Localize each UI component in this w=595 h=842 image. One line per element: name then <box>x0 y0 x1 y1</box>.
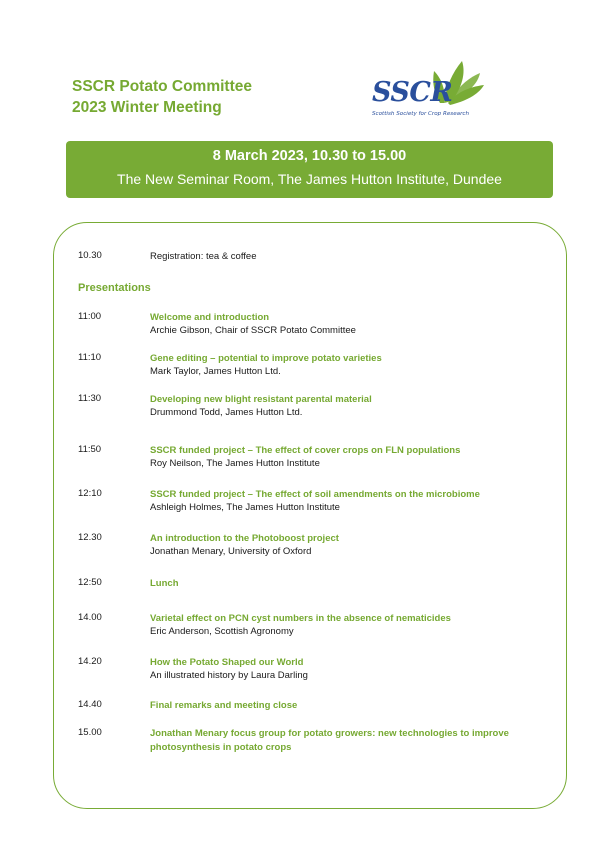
meeting-title-line2: 2023 Winter Meeting <box>72 99 222 116</box>
logo-subtitle: Scottish Society for Crop Research <box>372 111 470 117</box>
agenda-title: Developing new blight resistant parental material <box>150 394 372 405</box>
agenda-title: SSCR funded project – The effect of cover crops on FLN populations <box>150 445 461 456</box>
agenda-speaker: Roy Neilson, The James Hutton Institute <box>150 458 320 469</box>
agenda-time: 12:10 <box>78 488 102 499</box>
registration-title: Registration: tea & coffee <box>150 251 257 262</box>
agenda-speaker: An illustrated history by Laura Darling <box>150 670 308 681</box>
agenda-time: 11:00 <box>78 311 102 322</box>
presentations-heading: Presentations <box>78 282 151 294</box>
event-venue: The New Seminar Room, The James Hutton Institute, Dundee <box>117 171 502 187</box>
agenda-title: How the Potato Shaped our World <box>150 657 304 668</box>
event-date: 8 March 2023, 10.30 to 15.00 <box>212 148 407 164</box>
agenda-title: Final remarks and meeting close <box>150 700 298 711</box>
agenda-speaker: Mark Taylor, James Hutton Ltd. <box>150 366 281 377</box>
event-banner <box>66 141 553 198</box>
agenda-title: Jonathan Menary focus group for potato growers: new technologies to improve photosynthesis in potato crops <box>150 728 509 753</box>
agenda-speaker: Ashleigh Holmes, The James Hutton Institute <box>150 502 340 513</box>
agenda-time: 14.00 <box>78 612 102 623</box>
agenda-title: An introduction to the Photoboost project <box>150 533 339 544</box>
agenda-title: Welcome and introduction <box>150 312 270 323</box>
agenda-time: 11:50 <box>78 444 102 455</box>
agenda-time: 14.20 <box>78 656 102 667</box>
agenda-time: 12.30 <box>78 532 102 543</box>
agenda-title: Gene editing – potential to improve potato varieties <box>150 353 382 364</box>
logo-wordmark: SSCR <box>372 77 453 108</box>
meeting-title <box>72 76 252 118</box>
agenda-speaker: Jonathan Menary, University of Oxford <box>150 546 312 557</box>
registration-time: 10.30 <box>78 250 102 261</box>
meeting-title-line1: SSCR Potato Committee <box>72 78 252 95</box>
agenda-time: 15.00 <box>78 727 102 738</box>
agenda-speaker: Eric Anderson, Scottish Agronomy <box>150 626 294 637</box>
agenda-title: Lunch <box>150 578 179 589</box>
agenda-time: 11:30 <box>78 393 102 404</box>
agenda-title: Varietal effect on PCN cyst numbers in the absence of nematicides <box>150 613 451 624</box>
agenda-speaker: Drummond Todd, James Hutton Ltd. <box>150 407 303 418</box>
sscr-logo <box>360 53 496 125</box>
agenda-time: 12:50 <box>78 577 102 588</box>
agenda-title: SSCR funded project – The effect of soil amendments on the microbiome <box>150 489 480 500</box>
agenda-speaker: Archie Gibson, Chair of SSCR Potato Committee <box>150 325 356 336</box>
agenda-time: 11:10 <box>78 352 102 363</box>
agenda-time: 14.40 <box>78 699 102 710</box>
